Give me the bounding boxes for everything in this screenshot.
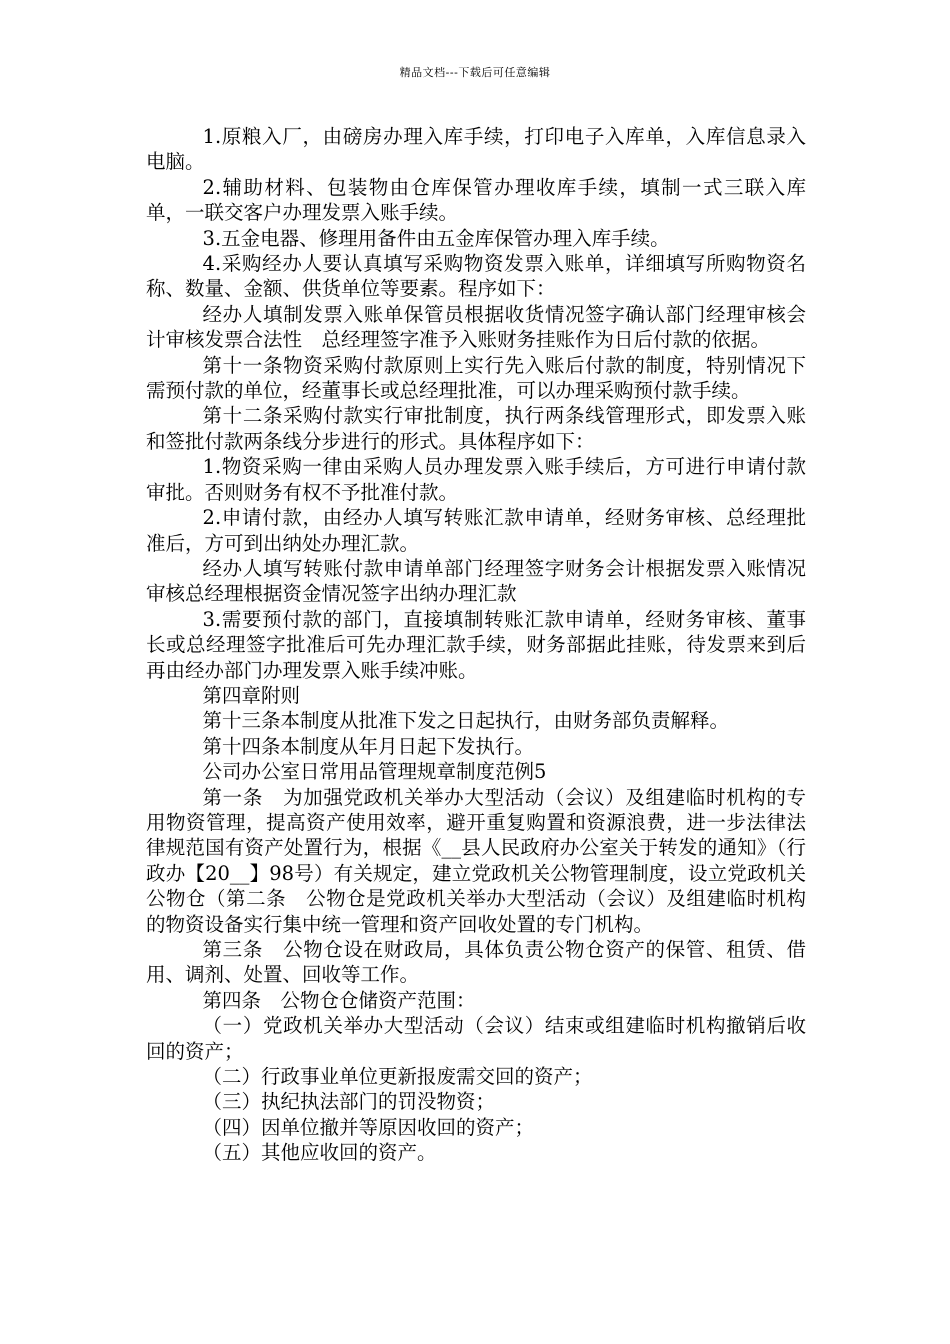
paragraph: 1.原粮入厂，由磅房办理入库手续，打印电子入库单，入库信息录入电脑。 [146,125,806,174]
paragraph: 2.辅助材料、包装物由仓库保管办理收库手续，填制一式三联入库单，一联交客户办理发票入账手续。 [146,175,806,225]
paragraph: 第十一条物资采购付款原则上实行先入账后付款的制度，特别情况下需预付款的单位，经董事长或总经理批准，可以办理采购预付款手续。 [146,353,806,403]
paragraph: 3.需要预付款的部门，直接填制转账汇款申请单，经财务审核、董事长或总经理签字批准后可先办理汇款手续，财务部据此挂账，待发票来到后再由经办部门办理发票入账手续冲账。 [146,607,806,682]
paragraph: 第一条 为加强党政机关举办大型活动（会议）及组建临时机构的专用物资管理，提高资产使用效率，避开重复购置和资源浪费，进一步法律法律规范国有资产处置行为，根据《__县人民政府办公室关于转发的通知》（行政办【20__】98号）有关规定，建立党政机关公物管理制度，设立党政机关公物仓（第二条 公物仓是党政机关举办大型活动（会议）及组建临时机构的物资设备实行集中统一管理和资产回收处置的专门机构。 [146,785,806,936]
paragraph: 第十二条采购付款实行审批制度，执行两条线管理形式，即发票入账和签批付款两条线分步进行的形式。具体程序如下： [146,404,806,453]
paragraph: 第三条 公物仓设在财政局，具体负责公物仓资产的保管、租赁、借用、调剂、处置、回收等工作。 [146,938,806,987]
paragraph: 第十四条本制度从年月日起下发执行。 [202,734,535,758]
paragraph: 经办人填制发票入账单保管员根据收货情况签字确认部门经理审核会计审核发票合法性 总经理签字准予入账财务挂账作为日后付款的依据。 [146,302,806,352]
paragraph: 经办人填写转账付款申请单部门经理签字财务会计根据发票入账情况审核总经理根据资金情况签字出纳办理汇款 [146,556,806,606]
paragraph: 1.物资采购一律由采购人员办理发票入账手续后，方可进行申请付款审批。否则财务有权不予批准付款。 [146,455,806,504]
list-item: （二）行政事业单位更新报废需交回的资产； [202,1065,593,1089]
section-title: 公司办公室日常用品管理规章制度范例5 [202,760,547,784]
list-item: （五）其他应收回的资产。 [202,1141,437,1165]
document-body [146,124,806,1166]
list-item: （一）党政机关举办大型活动（会议）结束或组建临时机构撤销后收回的资产； [146,1014,806,1063]
paragraph: 第四条 公物仓仓储资产范围： [202,988,476,1012]
paragraph: 3.五金电器、修理用备件由五金库保管办理入库手续。 [202,226,670,250]
paragraph: 4.采购经办人要认真填写采购物资发票入账单，详细填写所购物资名称、数量、金额、供货单位等要素。程序如下： [146,252,806,301]
paragraph: 2.申请付款，由经办人填写转账汇款申请单，经财务审核、总经理批准后，方可到出纳处办理汇款。 [146,506,806,555]
list-item: （四）因单位撤并等原因收回的资产； [202,1115,535,1139]
page-header: 精品文档---下载后可任意编辑 [399,66,551,79]
list-item: （三）执纪执法部门的罚没物资； [202,1090,496,1114]
chapter-heading: 第四章附则 [202,683,301,707]
paragraph: 第十三条本制度从批准下发之日起执行，由财务部负责解释。 [202,709,730,733]
